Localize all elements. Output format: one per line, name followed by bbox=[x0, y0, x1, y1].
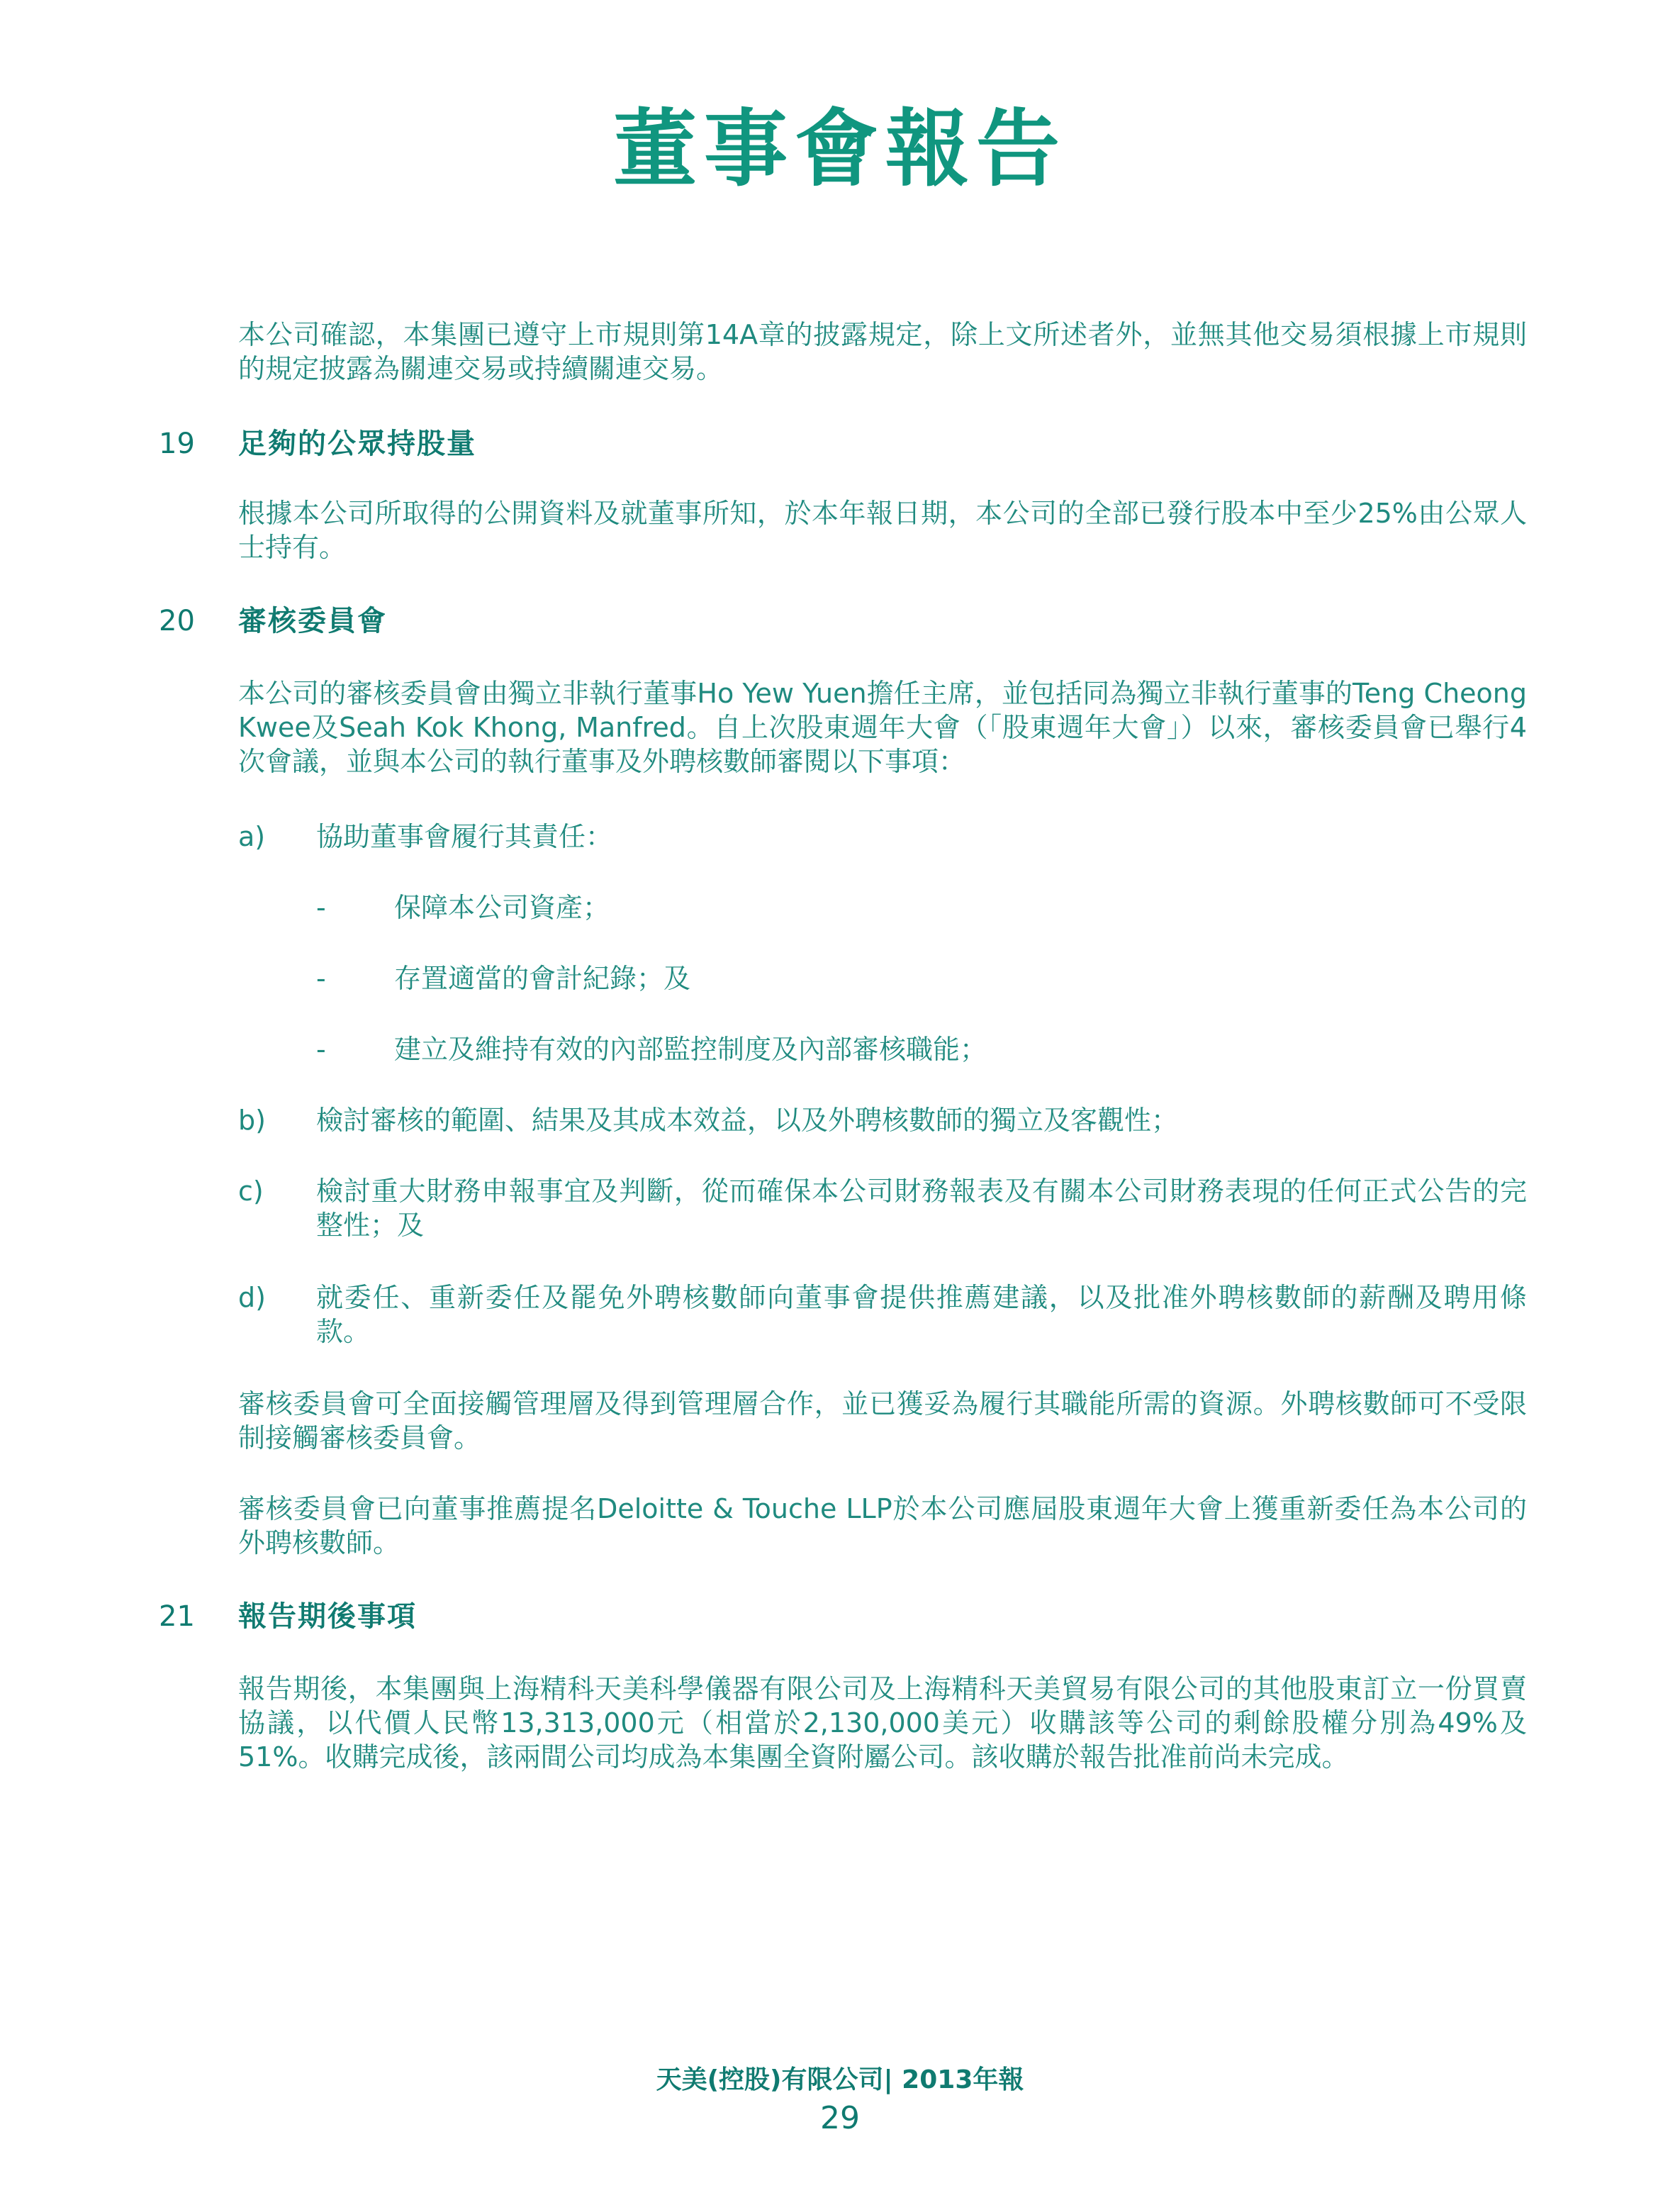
section-heading: 報告期後事項 bbox=[238, 1600, 417, 1633]
list-item-text: 就委任、重新委任及罷免外聘核數師向董事會提供推薦建議，以及批准外聘核數師的薪酬及聘用條款。 bbox=[316, 1282, 1527, 1347]
sub-item-dash: - bbox=[316, 1034, 326, 1065]
page-title: 董事會報告 bbox=[612, 100, 1067, 198]
sub-item-text: 建立及維持有效的內部監控制度及內部審核職能； bbox=[394, 1034, 987, 1065]
section-number: 19 bbox=[159, 428, 195, 460]
section-number: 21 bbox=[159, 1600, 195, 1633]
section-paragraph: 審核委員會已向董事推薦提名Deloitte & Touche LLP於本公司應屆股東週年大會上獲重新委任為本公司的外聘核數師。 bbox=[238, 1493, 1527, 1558]
list-item-letter: d) bbox=[238, 1282, 266, 1313]
list-item-text: 檢討審核的範圍、結果及其成本效益，以及外聘核數師的獨立及客觀性； bbox=[316, 1105, 1179, 1136]
section-paragraph: 審核委員會可全面接觸管理層及得到管理層合作，並已獲妥為履行其職能所需的資源。外聘核數師可不受限制接觸審核委員會。 bbox=[238, 1388, 1527, 1453]
list-item-text: 檢討重大財務申報事宜及判斷，從而確保本公司財務報表及有關本公司財務表現的任何正式公告的完整性；及 bbox=[316, 1176, 1527, 1241]
list-item-letter: c) bbox=[238, 1176, 264, 1207]
section-paragraph: 根據本公司所取得的公開資料及就董事所知，於本年報日期，本公司的全部已發行股本中至少25%由公眾人士持有。 bbox=[238, 498, 1527, 563]
page-number: 29 bbox=[820, 2100, 860, 2136]
list-item-text: 協助董事會履行其責任： bbox=[316, 821, 613, 852]
section-heading: 足夠的公眾持股量 bbox=[238, 428, 476, 460]
section-heading: 審核委員會 bbox=[238, 605, 387, 637]
list-item-letter: a) bbox=[238, 821, 266, 852]
footer-company: 天美(控股)有限公司| 2013年報 bbox=[656, 2065, 1024, 2094]
sub-item-text: 存置適當的會計紀錄；及 bbox=[394, 963, 691, 994]
intro-paragraph: 本公司確認，本集團已遵守上市規則第14A章的披露規定，除上文所述者外，並無其他交易須根據上市規則的規定披露為關連交易或持續關連交易。 bbox=[238, 319, 1527, 384]
section-number: 20 bbox=[159, 605, 195, 637]
sub-item-text: 保障本公司資產； bbox=[394, 892, 610, 923]
section-paragraph: 報告期後，本集團與上海精科天美科學儀器有限公司及上海精科天美貿易有限公司的其他股東訂立一份買賣協議，以代價人民幣13,313,000元（相當於2,130,000美元）收購該等公司的剩餘股權分別為49%及51%。收購完成後，該兩間公司均成為本集團全資附屬公司。該收購於報告批准前尚未完成。 bbox=[238, 1673, 1527, 1773]
sub-item-dash: - bbox=[316, 963, 326, 994]
sub-item-dash: - bbox=[316, 892, 326, 923]
section-paragraph: 本公司的審核委員會由獨立非執行董事Ho Yew Yuen擔任主席，並包括同為獨立非執行董事的Teng Cheong Kwee及Seah Kok Khong, Manfred。自上次股東週年大會（「股東週年大會」）以來，審核委員會已舉行4次會議，並與本公司的執行董事及外聘核數師審閱以下事項： bbox=[238, 678, 1527, 777]
list-item-letter: b) bbox=[238, 1105, 266, 1136]
